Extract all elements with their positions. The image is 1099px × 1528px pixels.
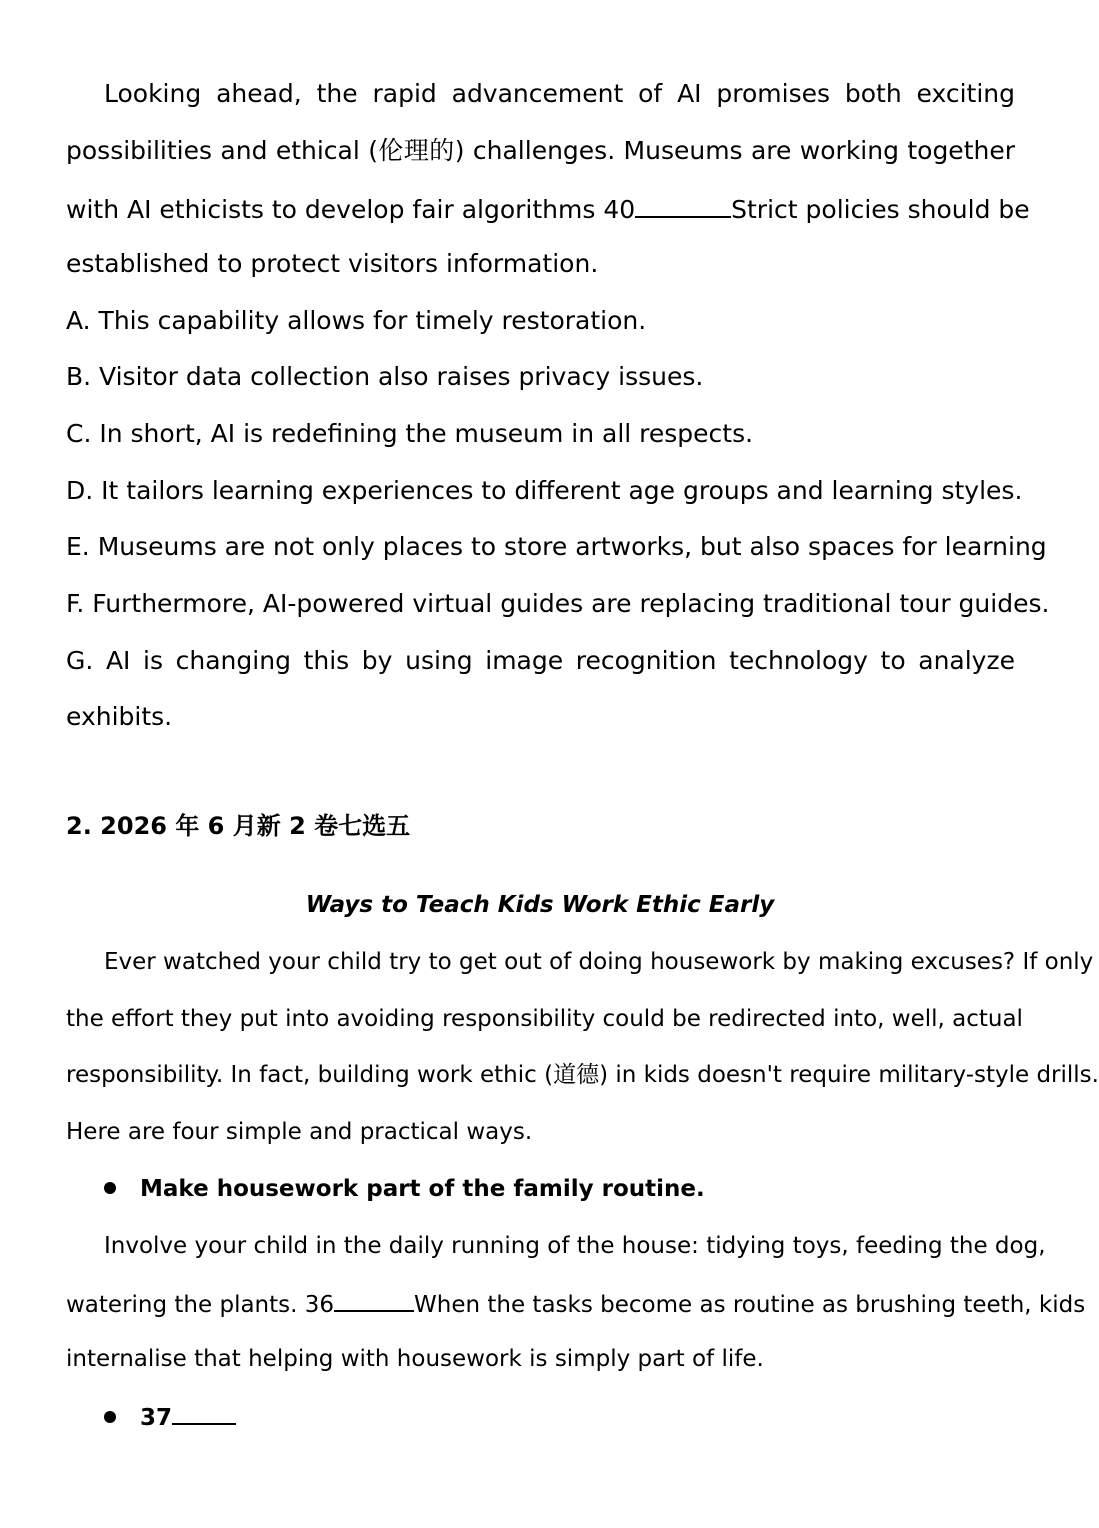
- option-e: E. Museums are not only places to store artworks, but also spaces for learning: [66, 532, 1047, 561]
- passage-line-with-blank-40: [66, 192, 1030, 226]
- bullet-heading-2: [104, 1399, 236, 1434]
- bullet-text: Make housework part of the family routine.: [140, 1176, 705, 1202]
- answer-blank-40: [635, 192, 731, 218]
- option-c: C. In short, AI is redefining the museum in all respects.: [66, 419, 754, 448]
- answer-blank-37: [172, 1399, 236, 1425]
- bullet-text: 37: [140, 1405, 173, 1431]
- bullet-heading-1: [104, 1173, 705, 1205]
- article-title: Ways to Teach Kids Work Ethic Early: [305, 892, 775, 918]
- bullet-icon: [104, 1182, 116, 1194]
- paragraph-line: internalise that helping with housework is simply part of life.: [66, 1346, 764, 1372]
- paragraph-line: Involve your child in the daily running of the house: tidying toys, feeding the dog,: [104, 1233, 1046, 1259]
- option-f: F. Furthermore, AI-powered virtual guides are replacing traditional tour guides.: [66, 589, 1050, 618]
- section-heading: 2. 2026 年 6 月新 2 卷七选五: [66, 812, 411, 840]
- option-g: G. AI is changing this by using image recognition technology to analyze: [66, 646, 1015, 675]
- option-b: B. Visitor data collection also raises privacy issues.: [66, 362, 704, 391]
- answer-blank-36: [334, 1286, 414, 1312]
- option-g-continued: exhibits.: [66, 702, 173, 731]
- intro-line: responsibility. In fact, building work ethic (道德) in kids doesn't require military-style drills.: [66, 1062, 1099, 1088]
- paragraph-text: watering the plants. 36: [66, 1292, 335, 1318]
- passage-line: Looking ahead, the rapid advancement of AI promises both exciting: [104, 79, 1015, 108]
- intro-line: Here are four simple and practical ways.: [66, 1119, 533, 1145]
- passage-line: possibilities and ethical (伦理的) challenges. Museums are working together: [66, 136, 1015, 165]
- paragraph-text: When the tasks become as routine as brushing teeth, kids: [414, 1292, 1086, 1318]
- option-a: A. This capability allows for timely restoration.: [66, 306, 647, 335]
- paragraph-line-with-blank-36: [66, 1286, 1086, 1321]
- intro-line: the effort they put into avoiding responsibility could be redirected into, well, actual: [66, 1006, 1023, 1032]
- bullet-icon: [104, 1411, 116, 1423]
- passage-text: Strict policies should be: [731, 195, 1030, 224]
- option-d: D. It tailors learning experiences to different age groups and learning styles.: [66, 476, 1023, 505]
- passage-text: with AI ethicists to develop fair algorithms 40: [66, 195, 636, 224]
- intro-line: Ever watched your child try to get out of doing housework by making excuses? If only: [104, 949, 1094, 975]
- passage-line: established to protect visitors information.: [66, 249, 599, 278]
